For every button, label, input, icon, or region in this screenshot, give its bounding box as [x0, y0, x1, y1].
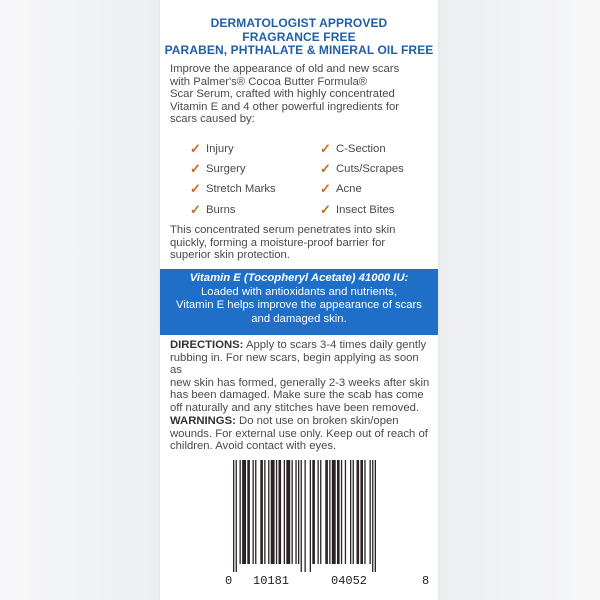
barcode-bar [268, 460, 269, 564]
barcode-bar [345, 460, 346, 564]
checklist-item [320, 202, 430, 218]
heading-dermatologist-approved: DERMATOLOGIST APPROVED [210, 16, 388, 30]
description-line: quickly, forming a moisture-proof barrier for [170, 236, 386, 249]
barcode-bar [329, 460, 330, 564]
barcode-bar [276, 460, 277, 564]
warnings-section [170, 415, 432, 453]
vitamin-e-line: Loaded with antioxidants and nutrients, [201, 286, 397, 298]
scar-causes-checklist [190, 141, 430, 218]
barcode-bar [320, 460, 321, 564]
directions-label: DIRECTIONS: [170, 339, 244, 351]
vitamin-e-callout [160, 269, 438, 335]
barcode-bar [279, 460, 282, 564]
barcode-digit-left: 0 [225, 574, 233, 588]
barcode-bar [305, 460, 306, 572]
barcode-bar [284, 460, 285, 564]
intro-line: Vitamin E and 4 other powerful ingredients for [170, 100, 399, 113]
checklist-label: Insect Bites [336, 203, 395, 216]
barcode-bar [247, 460, 250, 564]
checkmark-icon: ✓ [190, 181, 201, 197]
barcode-bar [370, 460, 371, 564]
checklist-item [190, 181, 320, 197]
barcode-bar [242, 460, 246, 564]
barcode-bar [318, 460, 319, 564]
directions-line: off naturally and any stitches have been removed. [170, 401, 420, 414]
warnings-line: children. Avoid contact with eyes. [170, 440, 337, 453]
vitamin-e-title: Vitamin E (Tocopheryl Acetate) 41000 IU: [189, 272, 409, 284]
barcode-bar [255, 460, 256, 564]
directions-section [170, 339, 432, 415]
barcode-bar [312, 460, 315, 564]
checkmark-icon: ✓ [320, 141, 331, 156]
barcode-bar [233, 460, 234, 572]
barcode-digits-group2: 04052 [331, 574, 368, 588]
directions-line: rubbing in. For new scars, begin applying as soon as [170, 351, 419, 377]
warnings-first-line [170, 415, 432, 428]
barcode-bars [233, 460, 423, 575]
checklist-item [190, 202, 320, 218]
directions-line: new skin has formed, generally 2-3 weeks after skin [170, 376, 430, 389]
background-right [438, 0, 600, 600]
checklist-item [190, 161, 320, 177]
vitamin-e-line: and damaged skin. [251, 313, 347, 325]
checklist-item [320, 141, 430, 157]
barcode-bar [253, 460, 254, 564]
description-line: This concentrated serum penetrates into skin [170, 224, 396, 236]
barcode-bar [364, 460, 365, 564]
barcode-bar [350, 460, 351, 564]
checklist-item [190, 141, 320, 157]
barcode-bar [271, 460, 275, 564]
intro-line: with Palmer's® Cocoa Butter Formula® [170, 75, 368, 88]
checklist-label: Burns [206, 203, 236, 216]
barcode-bar [375, 460, 376, 572]
checklist-label: Cuts/Scrapes [336, 163, 404, 176]
heading-fragrance-free: FRAGRANCE FREE [242, 30, 356, 44]
warnings-line: wounds. For external use only. Keep out of reach of [170, 427, 428, 440]
intro-paragraph [170, 63, 432, 126]
checkmark-icon: ✓ [190, 161, 201, 177]
directions-line: has been damaged. Make sure the scab has come [170, 389, 424, 402]
barcode-bar [286, 460, 290, 564]
barcode-bar [325, 460, 328, 564]
product-label-panel [160, 0, 438, 600]
barcode-bar [310, 460, 311, 572]
serum-description [170, 224, 432, 262]
checkmark-icon: ✓ [190, 201, 201, 217]
barcode-bar [295, 460, 296, 564]
barcode-bar [292, 460, 293, 564]
barcode-bar [357, 460, 360, 564]
barcode-bar [360, 460, 363, 564]
checklist-item [320, 181, 430, 197]
vitamin-e-line: Vitamin E helps improve the appearance of scars [176, 299, 422, 311]
description-line: superior skin protection. [170, 249, 290, 262]
barcode-bar [337, 460, 340, 564]
directions-first-line [170, 339, 432, 352]
barcode-bar [264, 460, 265, 564]
directions-text: Apply to scars 3-4 times daily gently [243, 339, 427, 351]
barcode-bar [301, 460, 302, 572]
barcode-digit-right: 8 [422, 574, 430, 588]
intro-line: scars caused by: [170, 113, 255, 126]
checklist-label: Injury [206, 143, 234, 155]
barcode-bar [341, 460, 342, 564]
intro-line: Improve the appearance of old and new scars [170, 63, 400, 75]
upc-barcode [160, 460, 438, 600]
checkmark-icon: ✓ [320, 161, 331, 177]
warnings-label: WARNINGS: [170, 415, 236, 427]
barcode-bar [298, 460, 299, 564]
barcode-bar [236, 460, 237, 572]
checklist-label: Stretch Marks [206, 183, 276, 196]
barcode-bar [332, 460, 336, 564]
checkmark-icon: ✓ [320, 181, 331, 197]
barcode-digits-group1: 10181 [253, 574, 290, 588]
heading-paraben-free: PARABEN, PHTHALATE & MINERAL OIL FREE [164, 43, 434, 57]
checkmark-icon: ✓ [320, 201, 331, 217]
background-left [0, 0, 160, 600]
intro-line: Scar Serum, crafted with highly concentrated [170, 88, 395, 101]
warnings-text: Do not use on broken skin/open [235, 415, 399, 427]
checklist-item [320, 161, 430, 177]
barcode-bar [372, 460, 373, 572]
barcode-bar [240, 460, 241, 564]
checklist-label: C-Section [336, 143, 386, 155]
checklist-label: Acne [336, 183, 362, 196]
barcode-bar [260, 460, 263, 564]
checklist-label: Surgery [206, 163, 246, 176]
checkmark-icon: ✓ [190, 141, 201, 156]
barcode-bar [353, 460, 354, 564]
